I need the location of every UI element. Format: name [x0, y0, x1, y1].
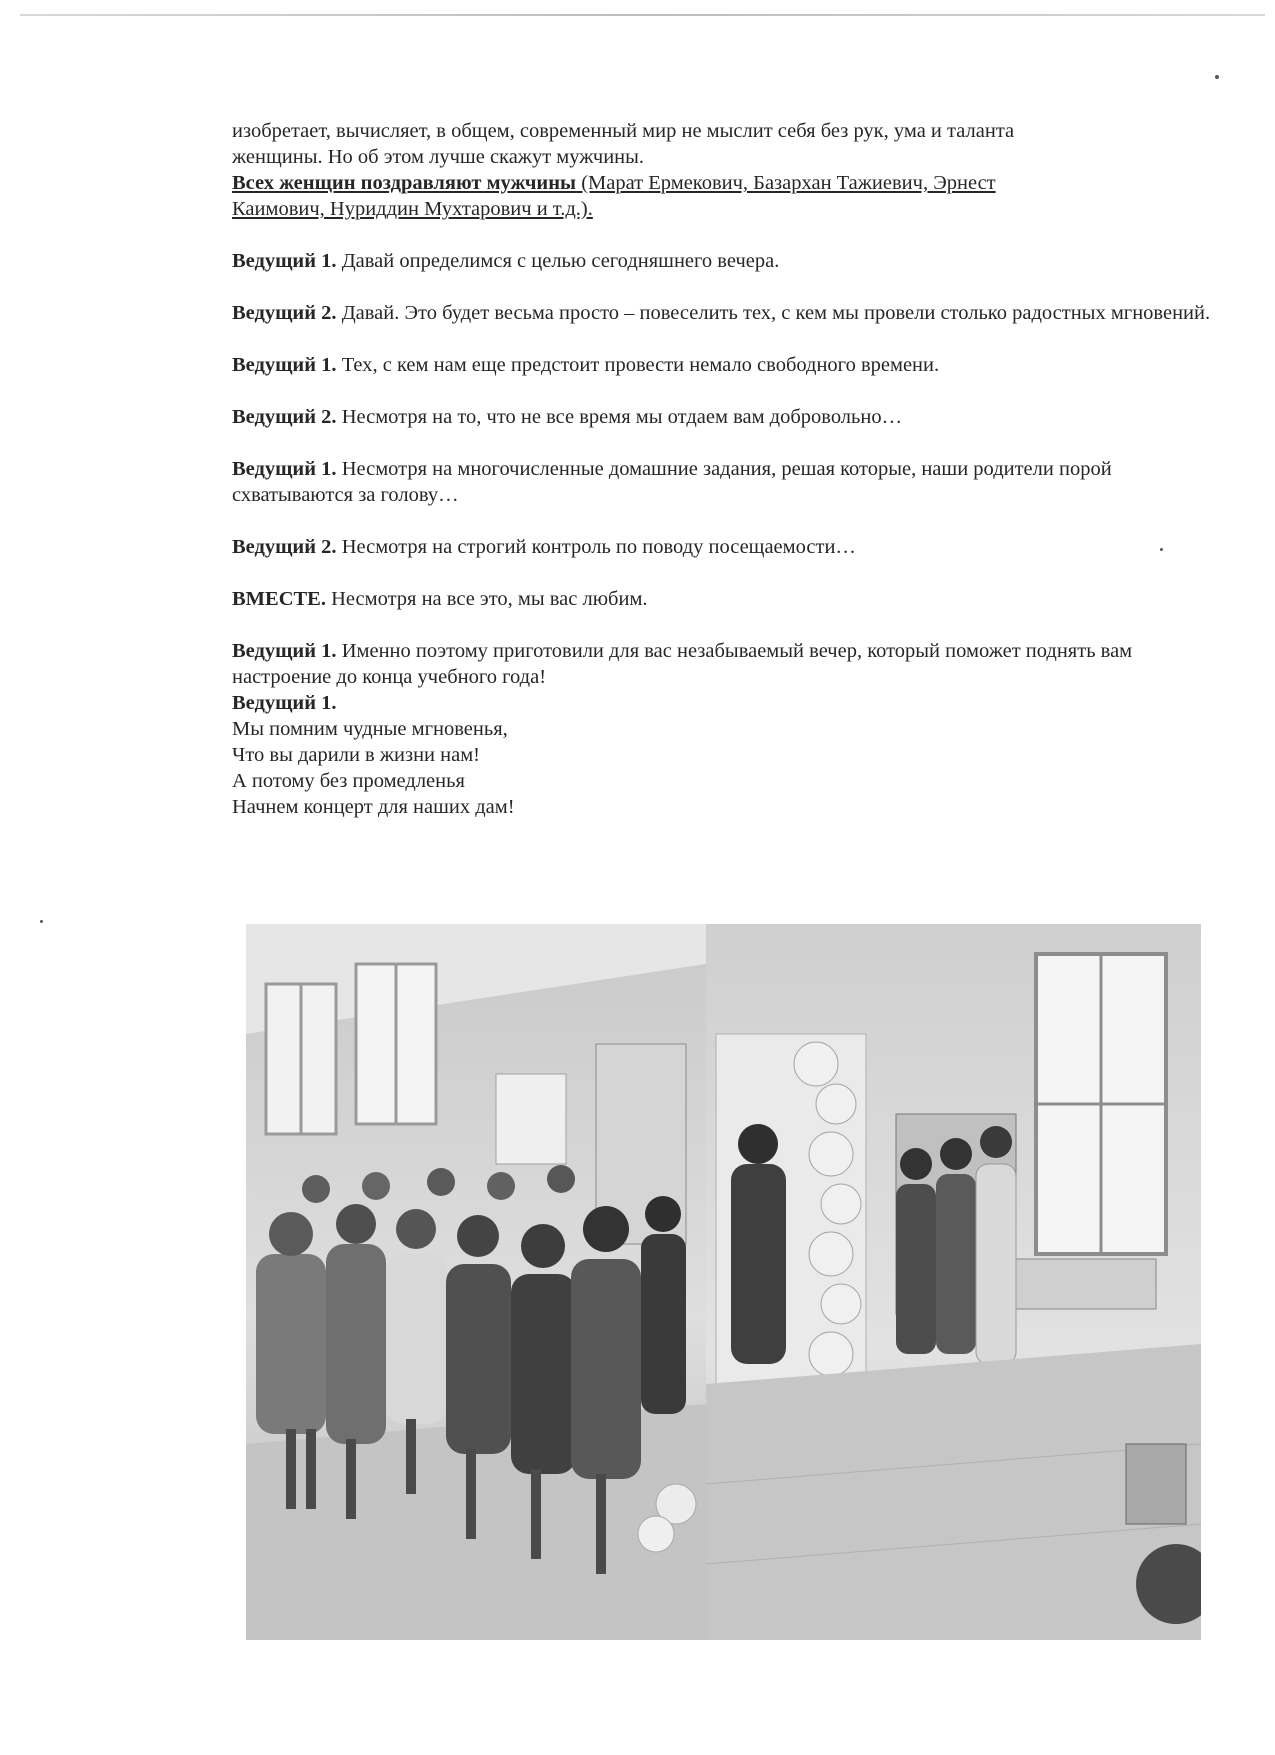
- document-text: [232, 118, 1212, 820]
- line-text: Несмотря на все это, мы вас любим.: [325, 588, 648, 610]
- audience-photo-image: [246, 924, 706, 1640]
- line-text: Тех, с кем нам еще предстоит провести немало свободного времени.: [336, 354, 940, 376]
- congrats-bold: Всех женщин поздравляют мужчины: [232, 172, 577, 194]
- stage-photo-image: [706, 924, 1201, 1640]
- scan-edge-line: [20, 14, 1265, 16]
- speaker: Ведущий 2.: [232, 302, 337, 324]
- speaker: Ведущий 1.: [232, 458, 337, 480]
- speaker: Ведущий 1.: [232, 640, 337, 662]
- speaker: Ведущий 2.: [232, 536, 337, 558]
- text-line: изобретает, вычисляет, в общем, современный мир не мыслит себя без рук, ума и таланта: [232, 120, 1015, 142]
- photo-audience: [246, 924, 706, 1640]
- line-text: Несмотря на строгий контроль по поводу посещаемости…: [336, 536, 856, 558]
- speaker: ВМЕСТЕ.: [232, 588, 326, 610]
- dialogue-line: [232, 404, 1212, 430]
- line-text: Несмотря на многочисленные домашние задания, решая которые, наши родители порой схватываются за голову…: [232, 458, 1112, 506]
- congrats-names-cont: Каимович, Нуриддин Мухтарович и т.д.).: [232, 198, 593, 220]
- congrats-line: [232, 170, 1212, 196]
- poem-line: Начнем концерт для наших дам!: [232, 796, 515, 818]
- scan-speck: [1215, 75, 1219, 79]
- photo-stage: [706, 924, 1201, 1640]
- dialogue-line: [232, 456, 1212, 508]
- scan-speck: [40, 920, 43, 923]
- scan-speck: [1160, 548, 1163, 551]
- dialogue-line: [232, 534, 1212, 560]
- poem-speaker: Ведущий 1.: [232, 692, 337, 714]
- speaker: Ведущий 1.: [232, 354, 337, 376]
- line-text: Именно поэтому приготовили для вас незабываемый вечер, который поможет поднять вам настроение до конца учебного года!: [232, 640, 1133, 688]
- dialogue-line: [232, 352, 1212, 378]
- dialogue-line: [232, 586, 1212, 612]
- poem-line: Что вы дарили в жизни нам!: [232, 744, 481, 766]
- line-text: Несмотря на то, что не все время мы отдаем вам добровольно…: [336, 406, 903, 428]
- dialogue-line: [232, 638, 1212, 690]
- dialogue-line: [232, 248, 1212, 274]
- line-text: Давай. Это будет весьма просто – повеселить тех, с кем мы провели столько радостных мгновений.: [336, 302, 1211, 324]
- speaker: Ведущий 1.: [232, 250, 337, 272]
- line-text: Давай определимся с целью сегодняшнего вечера.: [336, 250, 780, 272]
- congrats-names: (Марат Ермекович, Базархан Тажиевич, Эрнест: [576, 172, 996, 194]
- text-line: женщины. Но об этом лучше скажут мужчины.: [232, 146, 645, 168]
- dialogue-line: [232, 300, 1212, 326]
- poem-line: А потому без промедленья: [232, 770, 465, 792]
- speaker: Ведущий 2.: [232, 406, 337, 428]
- poem-line: Мы помним чудные мгновенья,: [232, 718, 508, 740]
